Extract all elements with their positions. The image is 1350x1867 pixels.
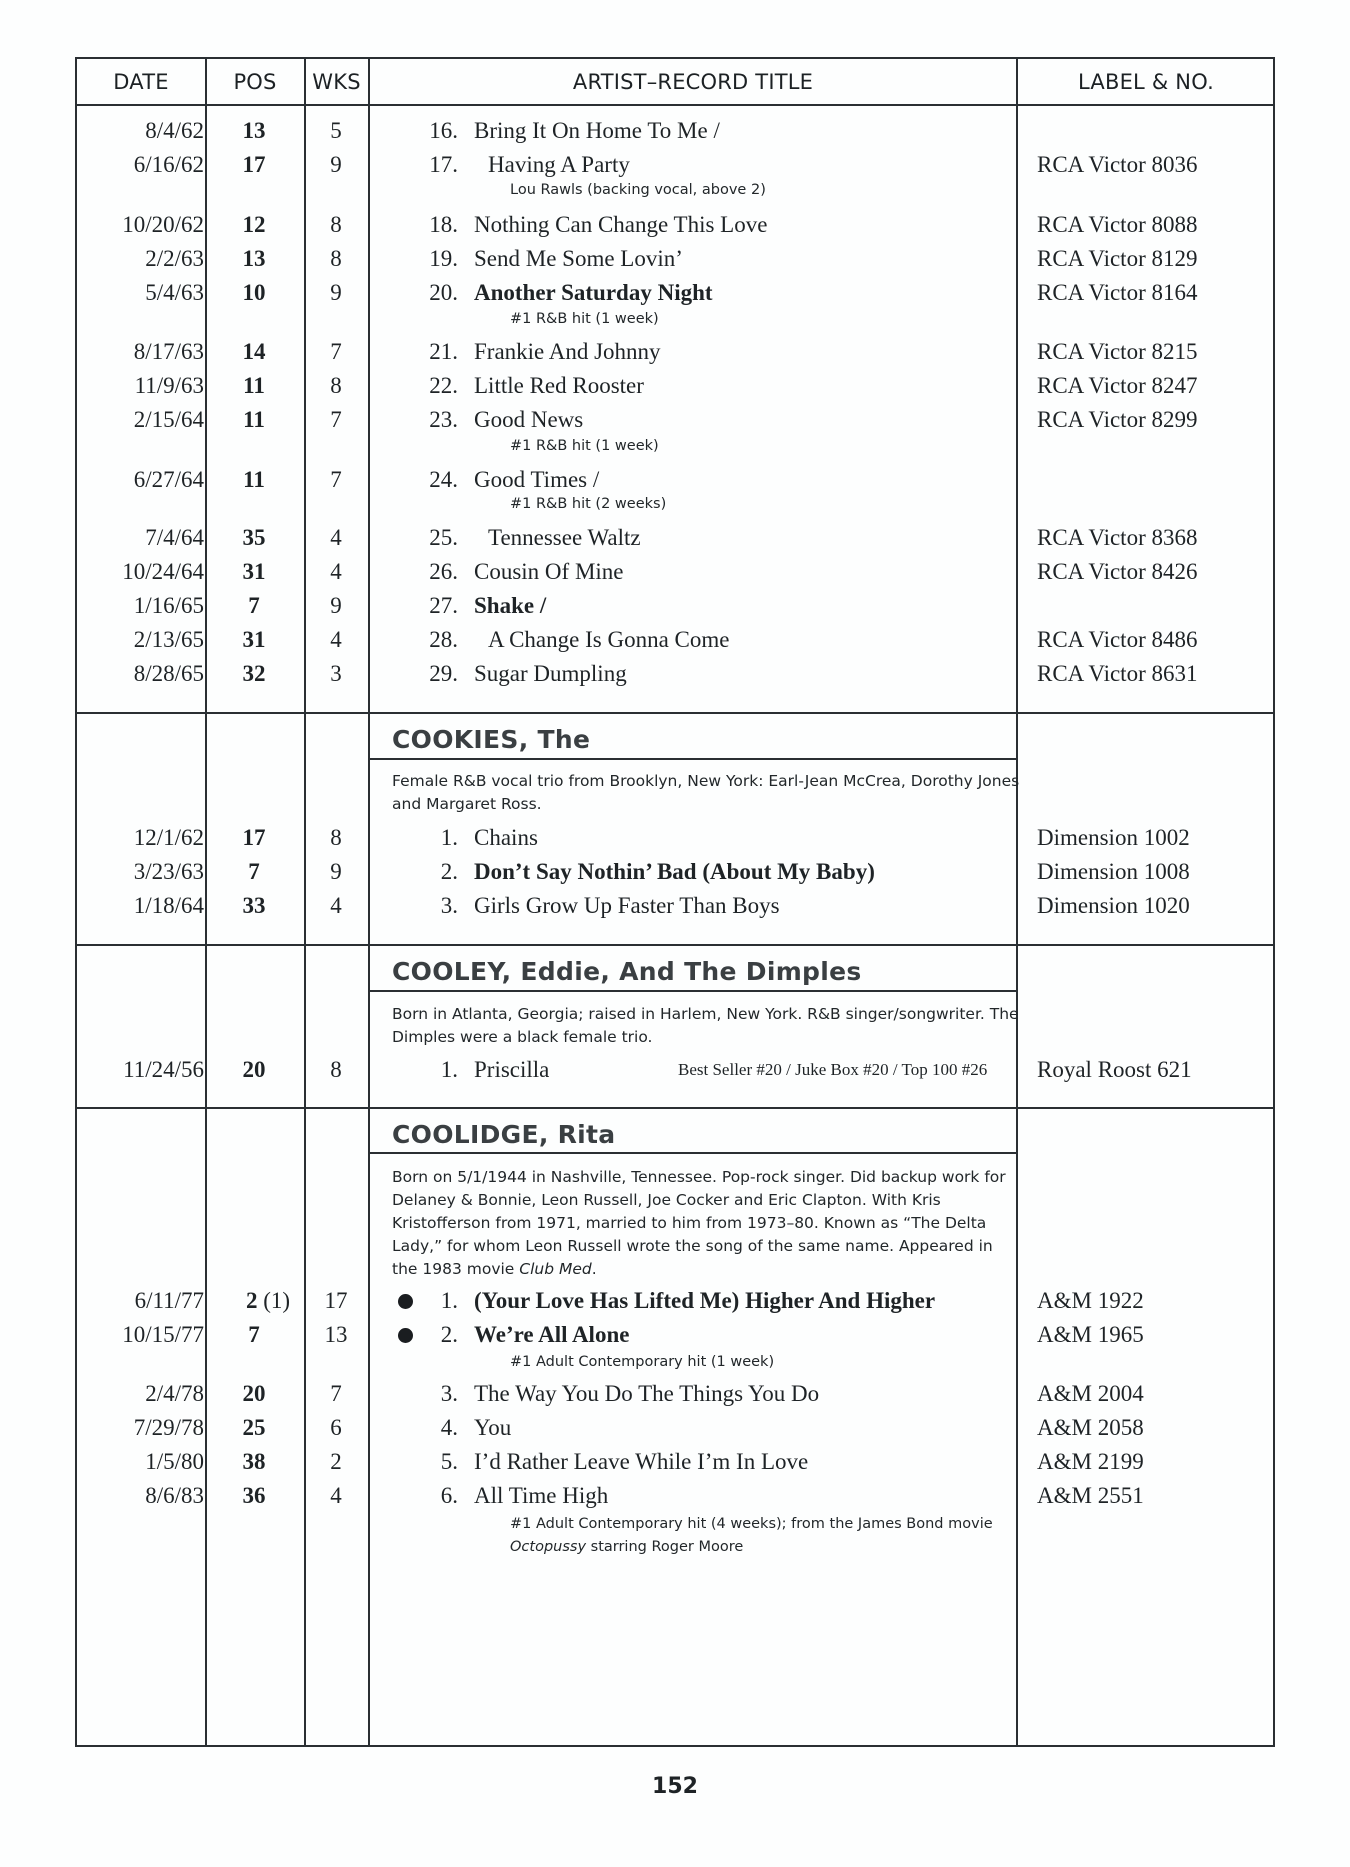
record-title: We’re All Alone xyxy=(474,1322,630,1347)
record-title: Nothing Can Change This Love xyxy=(474,212,768,237)
record-note: #1 R&B hit (2 weeks) xyxy=(510,496,667,512)
record-peak-position xyxy=(224,116,284,146)
record-weeks-charted: 8 xyxy=(330,212,342,237)
record-title: Having A Party xyxy=(488,152,630,177)
record-date: 2/15/64 xyxy=(133,407,204,432)
record-weeks-charted: 9 xyxy=(330,152,342,177)
record-peak-position xyxy=(224,823,284,853)
record-weeks-charted: 9 xyxy=(330,593,342,618)
record-number: 1. xyxy=(440,825,458,850)
record-number: 22. xyxy=(429,373,458,398)
record-number: 27. xyxy=(429,593,458,618)
artist-name-cooley: COOLEY, Eddie, And The Dimples xyxy=(392,957,862,986)
record-label: RCA Victor 8215 xyxy=(1037,339,1198,364)
record-title: Sugar Dumpling xyxy=(474,661,627,686)
peak-position-value: 17 xyxy=(242,825,266,850)
record-peak-position xyxy=(224,150,284,180)
peak-position-value: 13 xyxy=(242,118,266,143)
record-weeks-charted: 17 xyxy=(324,1288,348,1313)
section-divider-cookies xyxy=(75,712,1275,714)
record-peak-position xyxy=(224,625,284,655)
record-number: 2. xyxy=(440,1322,458,1347)
record-note: #1 R&B hit (1 week) xyxy=(510,438,659,454)
record-date: 6/27/64 xyxy=(133,467,204,492)
record-number: 23. xyxy=(429,407,458,432)
peak-position-value: 7 xyxy=(248,859,260,884)
record-label: RCA Victor 8426 xyxy=(1037,559,1198,584)
record-number: 2. xyxy=(440,859,458,884)
record-date: 1/5/80 xyxy=(145,1449,204,1474)
record-date: 3/23/63 xyxy=(133,859,204,884)
peak-position-value: 11 xyxy=(243,407,265,432)
record-number: 24. xyxy=(429,467,458,492)
record-title: Little Red Rooster xyxy=(474,373,644,398)
record-number: 18. xyxy=(429,212,458,237)
record-number: 25. xyxy=(429,525,458,550)
record-number: 3. xyxy=(440,1381,458,1406)
record-title: Bring It On Home To Me / xyxy=(474,118,720,143)
record-title: I’d Rather Leave While I’m In Love xyxy=(474,1449,809,1474)
column-header-label: LABEL & NO. xyxy=(1078,69,1214,94)
column-header-pos: POS xyxy=(233,69,277,94)
record-title: Send Me Some Lovin’ xyxy=(474,246,683,271)
record-date: 8/17/63 xyxy=(133,339,204,364)
record-label: Dimension 1008 xyxy=(1037,859,1190,884)
column-header-title: ARTIST–RECORD TITLE xyxy=(572,69,814,94)
record-title: Chains xyxy=(474,825,538,850)
record-peak-position xyxy=(224,371,284,401)
note-text: #1 Adult Contemporary hit (4 weeks); from the James Bond movie xyxy=(510,1516,993,1532)
record-note: #1 R&B hit (1 week) xyxy=(510,311,659,327)
artist-bio-coolidge xyxy=(392,1166,1022,1281)
record-number: 28. xyxy=(429,627,458,652)
record-weeks-charted: 7 xyxy=(330,1381,342,1406)
record-weeks-charted: 13 xyxy=(324,1322,348,1347)
record-date: 7/4/64 xyxy=(145,525,204,550)
record-number: 26. xyxy=(429,559,458,584)
record-number: 1. xyxy=(440,1288,458,1313)
record-weeks-charted: 5 xyxy=(330,118,342,143)
peak-position-value: 2 xyxy=(245,1288,258,1313)
record-number: 1. xyxy=(440,1057,458,1082)
artist-underline-cookies xyxy=(368,758,1018,760)
record-label: Dimension 1020 xyxy=(1037,893,1190,918)
record-title: Good Times / xyxy=(474,467,600,492)
artist-name-coolidge: COOLIDGE, Rita xyxy=(392,1120,616,1149)
record-note-all-time-high xyxy=(510,1514,993,1534)
record-label: RCA Victor 8036 xyxy=(1037,152,1198,177)
record-date: 5/4/63 xyxy=(145,280,204,305)
peak-position-value: 36 xyxy=(242,1483,266,1508)
record-weeks-charted: 7 xyxy=(330,339,342,364)
record-peak-position xyxy=(224,557,284,587)
record-label: RCA Victor 8631 xyxy=(1037,661,1198,686)
record-weeks-charted: 8 xyxy=(330,1057,342,1082)
record-peak-position xyxy=(224,523,284,553)
record-weeks-charted: 9 xyxy=(330,859,342,884)
gold-record-bullet-icon xyxy=(398,1294,413,1309)
section-divider-cooley xyxy=(75,944,1275,946)
record-title: (Your Love Has Lifted Me) Higher And Higher xyxy=(474,1288,936,1313)
bio-text-end: . xyxy=(591,1260,597,1278)
record-date: 10/15/77 xyxy=(122,1322,204,1347)
peak-position-value: 33 xyxy=(242,893,266,918)
page-number: 152 xyxy=(652,1774,698,1799)
record-date: 8/4/62 xyxy=(145,118,204,143)
record-weeks-charted: 8 xyxy=(330,246,342,271)
record-weeks-charted: 7 xyxy=(330,467,342,492)
record-label: RCA Victor 8088 xyxy=(1037,212,1198,237)
record-date: 8/28/65 xyxy=(133,661,204,686)
record-title: You xyxy=(474,1415,512,1440)
peak-position-value: 20 xyxy=(242,1057,266,1082)
record-title: All Time High xyxy=(474,1483,609,1508)
record-peak-position xyxy=(224,857,284,887)
bio-movie-title: Club Med xyxy=(519,1260,592,1278)
record-label: Royal Roost 621 xyxy=(1037,1057,1192,1082)
record-label: Dimension 1002 xyxy=(1037,825,1190,850)
record-title: Girls Grow Up Faster Than Boys xyxy=(474,893,780,918)
record-peak-position xyxy=(224,278,284,308)
peak-position-value: 10 xyxy=(242,280,266,305)
record-label: RCA Victor 8299 xyxy=(1037,407,1198,432)
record-title: Another Saturday Night xyxy=(474,280,713,305)
gold-record-bullet-icon xyxy=(398,1328,413,1343)
peak-position-value: 38 xyxy=(242,1449,266,1474)
artist-bio-cooley: Born in Atlanta, Georgia; raised in Harlem, New York. R&B singer/songwriter. The Dimples were a black female trio. xyxy=(392,1005,1019,1046)
peak-position-value: 12 xyxy=(242,212,266,237)
record-number: 4. xyxy=(440,1415,458,1440)
record-peak-position xyxy=(224,1413,284,1443)
chart-detail-priscilla: Best Seller #20 / Juke Box #20 / Top 100 #26 xyxy=(678,1060,988,1079)
record-peak-position xyxy=(224,659,284,689)
record-label: A&M 1965 xyxy=(1037,1322,1144,1347)
record-note-all-time-high-2 xyxy=(510,1537,743,1557)
record-label: A&M 2058 xyxy=(1037,1415,1144,1440)
record-peak-position xyxy=(224,591,284,621)
artist-name-cookies: COOKIES, The xyxy=(392,725,591,754)
record-peak-position xyxy=(224,465,284,495)
peak-position-value: 35 xyxy=(242,525,266,550)
record-label: A&M 2004 xyxy=(1037,1381,1144,1406)
record-number: 3. xyxy=(440,893,458,918)
column-header-wks: WKS xyxy=(312,69,361,94)
record-title: Don’t Say Nothin’ Bad (About My Baby) xyxy=(474,859,875,884)
record-date: 10/24/64 xyxy=(122,559,204,584)
record-date: 1/16/65 xyxy=(133,593,204,618)
column-divider-label xyxy=(1016,57,1018,1747)
record-label: RCA Victor 8368 xyxy=(1037,525,1198,550)
record-title: Tennessee Waltz xyxy=(488,525,641,550)
record-date: 1/18/64 xyxy=(133,893,204,918)
record-number: 16. xyxy=(429,118,458,143)
record-peak-position xyxy=(224,1481,284,1511)
peak-position-value: 31 xyxy=(242,559,266,584)
record-note: #1 Adult Contemporary hit (1 week) xyxy=(510,1354,775,1370)
record-peak-position xyxy=(228,1286,308,1316)
note-movie-title: Octopussy xyxy=(510,1539,587,1555)
peak-position-value: 11 xyxy=(243,373,265,398)
artist-bio-cookies: Female R&B vocal trio from Brooklyn, New York: Earl-Jean McCrea, Dorothy Jones and Margaret Ross. xyxy=(392,772,1020,813)
record-date: 8/6/83 xyxy=(145,1483,204,1508)
artist-underline-coolidge xyxy=(368,1152,1018,1154)
peak-position-value: 20 xyxy=(242,1381,266,1406)
record-peak-position xyxy=(224,1447,284,1477)
weeks-at-peak: (1) xyxy=(263,1288,291,1313)
record-label: A&M 1922 xyxy=(1037,1288,1144,1313)
peak-position-value: 32 xyxy=(242,661,266,686)
record-weeks-charted: 8 xyxy=(330,373,342,398)
record-label: RCA Victor 8129 xyxy=(1037,246,1198,271)
column-divider-wks xyxy=(368,57,370,1747)
record-date: 11/9/63 xyxy=(134,373,204,398)
record-date: 10/20/62 xyxy=(122,212,204,237)
artist-underline-cooley xyxy=(368,990,1018,992)
record-note: Lou Rawls (backing vocal, above 2) xyxy=(510,182,766,198)
record-weeks-charted: 4 xyxy=(330,627,342,652)
record-date: 6/11/77 xyxy=(134,1288,204,1313)
record-peak-position xyxy=(224,1320,284,1350)
record-title: Frankie And Johnny xyxy=(474,339,661,364)
record-number: 19. xyxy=(429,246,458,271)
column-divider-date xyxy=(205,57,207,1747)
record-weeks-charted: 2 xyxy=(330,1449,342,1474)
peak-position-value: 11 xyxy=(243,467,265,492)
record-weeks-charted: 4 xyxy=(330,893,342,918)
peak-position-value: 14 xyxy=(242,339,266,364)
record-date: 7/29/78 xyxy=(133,1415,204,1440)
record-number: 6. xyxy=(440,1483,458,1508)
record-label: RCA Victor 8486 xyxy=(1037,627,1198,652)
record-weeks-charted: 7 xyxy=(330,407,342,432)
peak-position-value: 7 xyxy=(248,593,260,618)
record-weeks-charted: 3 xyxy=(330,661,342,686)
record-weeks-charted: 4 xyxy=(330,1483,342,1508)
record-title: Priscilla xyxy=(474,1057,550,1082)
record-weeks-charted: 4 xyxy=(330,559,342,584)
section-divider-coolidge xyxy=(75,1107,1275,1109)
record-peak-position xyxy=(224,405,284,435)
peak-position-value: 7 xyxy=(248,1322,260,1347)
record-label: A&M 2199 xyxy=(1037,1449,1144,1474)
record-title: Good News xyxy=(474,407,584,432)
record-weeks-charted: 4 xyxy=(330,525,342,550)
record-number: 17. xyxy=(429,152,458,177)
record-number: 20. xyxy=(429,280,458,305)
record-label: RCA Victor 8164 xyxy=(1037,280,1198,305)
peak-position-value: 17 xyxy=(242,152,266,177)
record-weeks-charted: 8 xyxy=(330,825,342,850)
record-date: 2/13/65 xyxy=(133,627,204,652)
record-date: 6/16/62 xyxy=(133,152,204,177)
column-header-date: DATE xyxy=(113,69,169,94)
bio-text: Born on 5/1/1944 in Nashville, Tennessee. Pop-rock singer. Did backup work for Delaney & Bonnie, Leon Russell, Joe Cocker and Eric Clapton. With Kris Kristofferson from 1971, married to him from 1973–80. Known as “The Delta Lady,” for whom Leon Russell wrote the song of the same name. Appeared in the 1983 movie xyxy=(392,1168,1006,1278)
record-date: 12/1/62 xyxy=(133,825,204,850)
record-peak-position xyxy=(224,244,284,274)
record-number: 21. xyxy=(429,339,458,364)
record-title: Cousin Of Mine xyxy=(474,559,624,584)
record-label: RCA Victor 8247 xyxy=(1037,373,1198,398)
record-title: Shake / xyxy=(474,593,547,618)
peak-position-value: 13 xyxy=(242,246,266,271)
record-weeks-charted: 6 xyxy=(330,1415,342,1440)
record-date: 2/2/63 xyxy=(145,246,204,271)
record-weeks-charted: 9 xyxy=(330,280,342,305)
note-text-end: starring Roger Moore xyxy=(586,1539,744,1555)
record-peak-position xyxy=(224,1379,284,1409)
record-number: 5. xyxy=(440,1449,458,1474)
record-peak-position xyxy=(224,1055,284,1085)
record-label: A&M 2551 xyxy=(1037,1483,1144,1508)
peak-position-value: 25 xyxy=(242,1415,266,1440)
record-peak-position xyxy=(224,210,284,240)
record-peak-position xyxy=(224,891,284,921)
record-peak-position xyxy=(224,337,284,367)
peak-position-value: 31 xyxy=(242,627,266,652)
record-date: 11/24/56 xyxy=(123,1057,204,1082)
record-number: 29. xyxy=(429,661,458,686)
record-title: A Change Is Gonna Come xyxy=(488,627,730,652)
record-title: The Way You Do The Things You Do xyxy=(474,1381,820,1406)
record-date: 2/4/78 xyxy=(145,1381,204,1406)
